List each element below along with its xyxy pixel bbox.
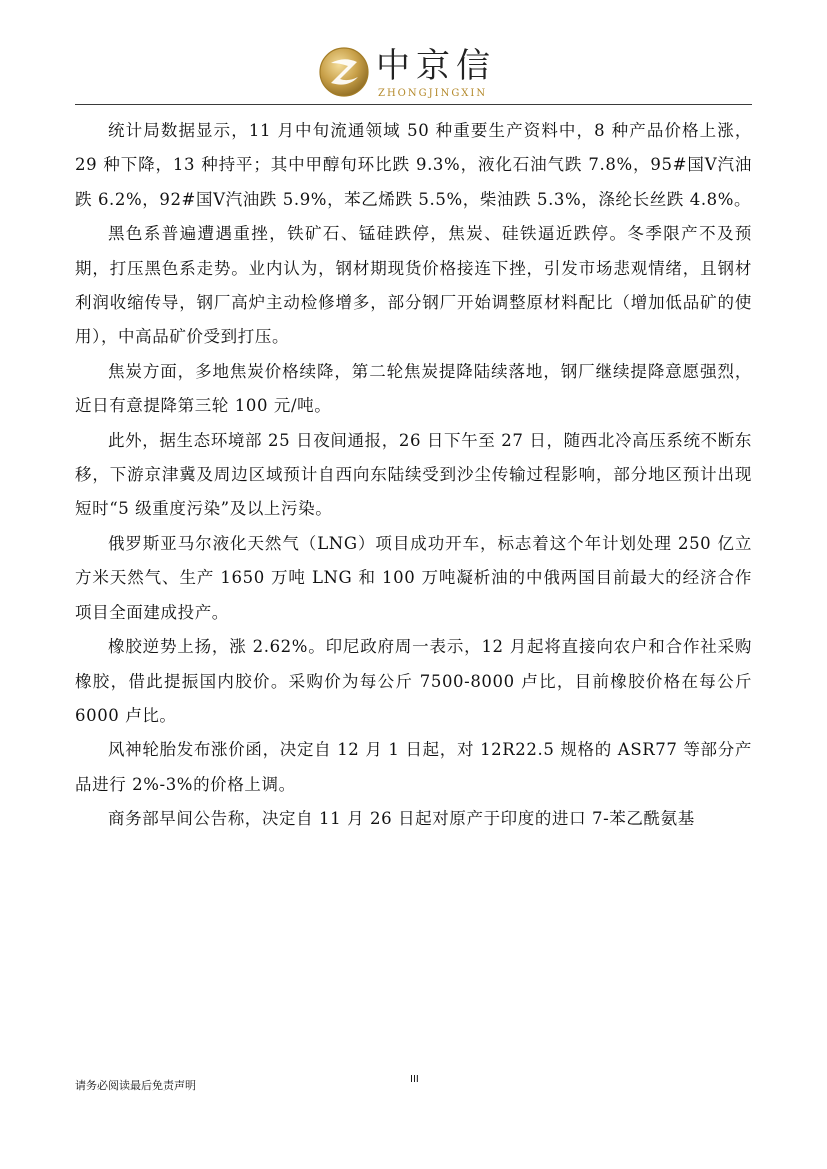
paragraph: 橡胶逆势上扬，涨 2.62%。印尼政府周一表示，12 月起将直接向农户和合作社采购橡胶，借此提振国内胶价。采购价为每公斤 7500-8000 卢比，目前橡胶价格在每公斤 6000 卢比。 — [75, 637, 752, 725]
brand-subtitle: ZHONGJINGXIN — [378, 88, 488, 99]
header-divider — [75, 104, 752, 105]
page-header — [0, 0, 827, 110]
footer-disclaimer: 请务必阅读最后免责声明 — [75, 1079, 196, 1092]
paragraph: 风神轮胎发布涨价函，决定自 12 月 1 日起，对 12R22.5 规格的 ASR77 等部分产品进行 2%-3%的价格上调。 — [75, 740, 752, 794]
brand-name: 中京信 — [376, 46, 496, 86]
paragraph: 黑色系普遍遭遇重挫，铁矿石、锰硅跌停，焦炭、硅铁逼近跌停。冬季限产不及预期，打压黑色系走势。业内认为，钢材期现货价格接连下挫，引发市场悲观情绪，且钢材利润收缩传导，钢厂高炉主动检修增多，部分钢厂开始调整原材料配比（增加低品矿的使用），中高品矿价受到打压。 — [75, 224, 752, 347]
article-body — [75, 114, 752, 837]
zhongjingxin-logo-icon — [318, 46, 370, 98]
paragraph: 商务部早间公告称，决定自 11 月 26 日起对原产于印度的进口 7-苯乙酰氨基 — [108, 809, 695, 829]
paragraph: 此外，据生态环境部 25 日夜间通报，26 日下午至 27 日，随西北冷高压系统不断东移，下游京津冀及周边区域预计自西向东陆续受到沙尘传输过程影响，部分地区预计出现短时“5 级重度污染”及以上污染。 — [75, 430, 752, 519]
paragraph: 统计局数据显示，11 月中旬流通领域 50 种重要生产资料中，8 种产品价格上涨，29 种下降，13 种持平；其中甲醇旬环比跌 9.3%，液化石油气跌 7.8%，95#国Ⅴ汽油跌 6.2%，92#国Ⅴ汽油跌 5.9%，苯乙烯跌 5.5%，柴油跌 5.3%，涤纶长丝跌 4.8%。 — [75, 121, 752, 209]
paragraph: 俄罗斯亚马尔液化天然气（LNG）项目成功开车，标志着这个年计划处理 250 亿立方米天然气、生产 1650 万吨 LNG 和 100 万吨凝析油的中俄两国目前最大的经济合作项目全面建成投产。 — [75, 533, 752, 622]
page-number: III — [410, 1074, 419, 1085]
paragraph: 焦炭方面，多地焦炭价格续降，第二轮焦炭提降陆续落地，钢厂继续提降意愿强烈，近日有意提降第三轮 100 元/吨。 — [75, 361, 752, 416]
